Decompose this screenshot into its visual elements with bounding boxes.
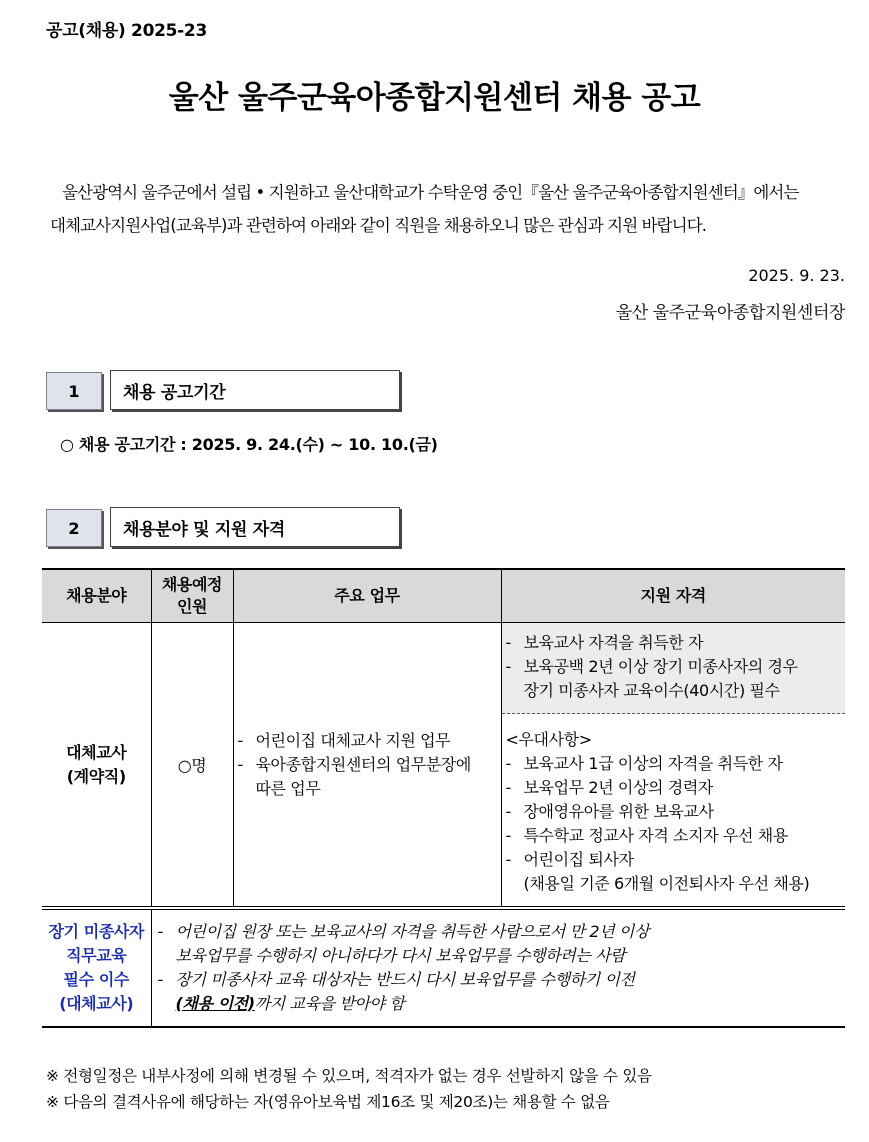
recruitment-table xyxy=(42,568,845,1028)
preference-item-cont: (채용일 기준 6개월 이전퇴사자 우선 채용) xyxy=(523,874,810,893)
section-1-number: 1 xyxy=(46,372,102,410)
section-2-number: 2 xyxy=(46,509,102,547)
duty-item: - 어린이집 대체교사 지원 업무 xyxy=(237,730,451,750)
notes xyxy=(46,1063,652,1115)
header-headcount-line-2: 인원 xyxy=(176,597,208,616)
section-2-heading: 채용분야 및 지원 자격 xyxy=(110,507,400,547)
qualification-item: - 보육공백 2년 이상 장기 미종사자의 경우 xyxy=(505,657,798,676)
preference-title: <우대사항> xyxy=(505,730,592,749)
qualifications-cell xyxy=(501,623,845,909)
duty-item-cont: 따른 업무 xyxy=(255,778,321,798)
preference-item: - 어린이집 퇴사자 xyxy=(505,850,634,869)
long-term-label-line-3: 필수 이수 xyxy=(63,970,129,989)
long-term-label-line-4: (대체교사) xyxy=(59,994,134,1013)
field-cell xyxy=(42,623,151,909)
long-term-label-line-1: 장기 미종사자 xyxy=(48,922,144,941)
long-term-label-line-2: 직무교육 xyxy=(66,946,127,965)
long-term-education-row xyxy=(42,908,845,1027)
long-term-label xyxy=(42,908,151,1027)
qualification-item-cont: 장기 미종사자 교육이수(40시간) 필수 xyxy=(523,681,780,700)
intro-paragraph xyxy=(50,176,845,242)
section-1-heading: 채용 공고기간 xyxy=(110,370,400,410)
note-item: ※ 다음의 결격사유에 해당하는 자(영유아보육법 제16조 및 제20조)는 채용할 수 없음 xyxy=(46,1093,610,1111)
preference-item: - 보육교사 1급 이상의 자격을 취득한 자 xyxy=(505,754,783,773)
note-item: ※ 전형일정은 내부사정에 의해 변경될 수 있으며, 적격자가 없는 경우 선발하지 않을 수 있음 xyxy=(46,1067,652,1085)
required-qualifications xyxy=(502,623,846,714)
table-row xyxy=(42,623,845,909)
field-type: (계약직) xyxy=(66,766,126,786)
page-title: 울산 울주군육아종합지원센터 채용 공고 xyxy=(168,80,701,116)
duties-cell xyxy=(233,623,501,909)
notice-number: 공고(채용) 2025-23 xyxy=(46,21,207,41)
long-term-item-cont: (채용 이전)까지 교육을 받아야 함 xyxy=(175,994,405,1013)
preference-item: - 장애영유아를 위한 보육교사 xyxy=(505,802,714,821)
header-duties: 주요 업무 xyxy=(233,569,501,623)
header-headcount-line-1: 채용예정 xyxy=(161,575,223,594)
intro-line-1: 울산광역시 울주군에서 설립 • 지원하고 울산대학교가 수탁운영 중인『울산 울주군육아종합지원센터』에서는 xyxy=(62,183,799,202)
application-period: ○ 채용 공고기간 : 2025. 9. 24.(수) ~ 10. 10.(금) xyxy=(60,435,438,454)
header-field: 채용분야 xyxy=(42,569,151,623)
preference-item: - 특수학교 정교사 자격 소지자 우선 채용 xyxy=(505,826,788,845)
headcount-cell: ○명 xyxy=(151,623,233,909)
notice-date: 2025. 9. 23. xyxy=(748,266,845,285)
long-term-item-cont: 보육업무를 수행하지 아니하다가 다시 보육업무를 수행하려는 사람 xyxy=(175,946,626,965)
long-term-item: - 장기 미종사자 교육 대상자는 반드시 다시 보육업무를 수행하기 이전 xyxy=(157,970,635,989)
organization-signature: 울산 울주군육아종합지원센터장 xyxy=(615,303,845,323)
header-headcount xyxy=(151,569,233,623)
long-term-item: - 어린이집 원장 또는 보육교사의 자격을 취득한 사람으로서 만 2년 이상 xyxy=(157,922,650,941)
preference-item: - 보육업무 2년 이상의 경력자 xyxy=(505,778,713,797)
table-header-row xyxy=(42,569,845,623)
header-qualifications: 지원 자격 xyxy=(501,569,845,623)
intro-line-2: 대체교사지원사업(교육부)과 관련하여 아래와 같이 직원을 채용하오니 많은 관심과 지원 바랍니다. xyxy=(50,216,707,235)
preferred-qualifications xyxy=(502,714,846,906)
emphasis-before-hiring: (채용 이전) xyxy=(175,994,255,1013)
field-name: 대체교사 xyxy=(66,742,127,762)
qualification-item: - 보육교사 자격을 취득한 자 xyxy=(505,633,704,652)
duty-item: - 육아종합지원센터의 업무분장에 xyxy=(237,754,471,774)
long-term-description xyxy=(151,908,845,1027)
